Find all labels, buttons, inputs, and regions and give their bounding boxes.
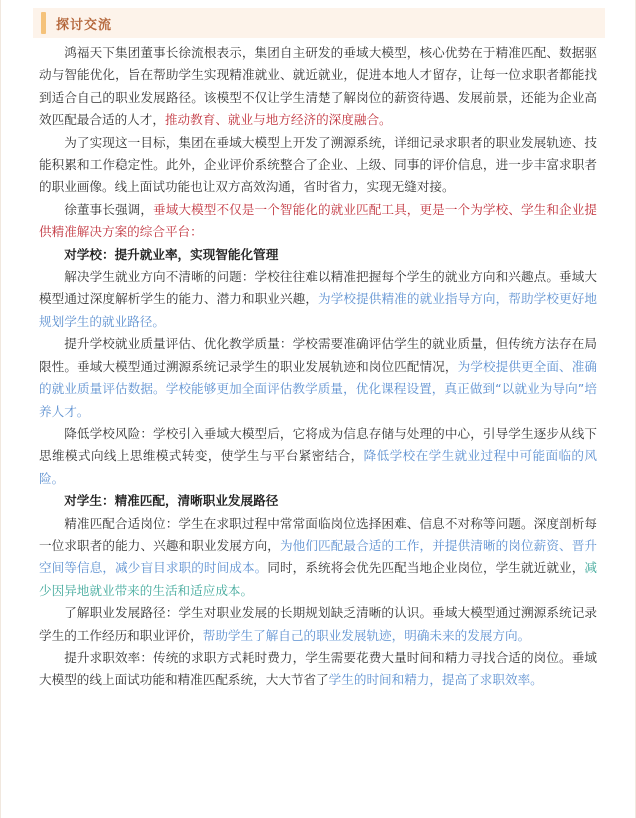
text-run: 徐董事长强调， xyxy=(64,201,154,217)
section-header xyxy=(33,8,605,38)
highlight-text: 学生的时间和精力，提高了求职效率。 xyxy=(328,672,543,688)
highlight-text: 推动教育、就业与地方经济的深度融合。 xyxy=(164,112,392,128)
text-run: 解决学生就业方向不清晰的问题：学校往往难以精准把握每个学生的就业方向和兴趣点。垂域大模型通过深度解析学生的能力、潜力和职业兴趣， xyxy=(39,269,597,307)
section-accent-bar xyxy=(41,12,46,34)
paragraph-school-quality xyxy=(39,333,597,423)
highlight-text: 降低学校在学生就业过程中可能面临的风险。 xyxy=(39,448,598,486)
subheading-text: 对学生：精准匹配，清晰职业发展路径 xyxy=(64,493,279,509)
text-run: 为了实现这一目标，集团在垂域大模型上开发了溯源系统，详细记录求职者的职业发展轨迹、技能积累和工作稳定性。此外，企业评价系统整合了企业、上级、同事的评价信息，进一步丰富求职者的职业画像。线上面试功能也让双方高效沟通，省时省力，实现无缝对接。 xyxy=(39,134,597,195)
highlight-text: 减少因异地就业带来的生活和适应成本。 xyxy=(39,560,598,598)
highlight-text: 垂域大模型不仅是一个智能化的就业匹配工具，更是一个为学校、学生和企业提供精准解决方案的综合平台： xyxy=(39,201,598,240)
section-title: 探讨交流 xyxy=(56,17,113,33)
article-body xyxy=(39,42,597,692)
paragraph-emphasis xyxy=(39,199,597,244)
paragraph-traceability xyxy=(39,132,597,199)
paragraph-student-path xyxy=(39,602,597,647)
subheading-text: 对学校：提升就业率，实现智能化管理 xyxy=(64,246,279,262)
paragraph-school-direction xyxy=(39,266,597,333)
paragraph-student-efficiency xyxy=(39,647,597,692)
text-run: 同时，系统将会优先匹配当地企业岗位，学生就近就业， xyxy=(267,560,585,576)
highlight-text: 为学校提供更全面、准确的就业质量评估数据。学校能够更加全面评估教学质量，优化课程设置，真正做到“以就业为导向”培养人才。 xyxy=(39,358,598,419)
highlight-text: 为他们匹配最合适的工作，并提供清晰的岗位薪资、晋升空间等信息，减少盲目求职的时间成本。 xyxy=(39,537,598,576)
text-run: 降低学校风险：学校引入垂域大模型后，它将成为信息存储与处理的中心，引导学生逐步从线下思维模式向线上思维模式转变，使学生与平台紧密结合， xyxy=(39,425,597,464)
paragraph-school-risk xyxy=(39,423,597,490)
text-run: 精准匹配合适岗位：学生在求职过程中常常面临岗位选择困难、信息不对称等问题。深度剖析每一位求职者的能力、兴趣和职业发展方向， xyxy=(39,515,597,553)
text-run: 提升学校就业质量评估、优化教学质量：学校需要准确评估学生的就业质量，但传统方法存在局限性。垂域大模型通过溯源系统记录学生的职业发展轨迹和岗位匹配情况， xyxy=(39,336,597,374)
text-run: 提升求职效率：传统的求职方式耗时费力，学生需要花费大量时间和精力寻找合适的岗位。垂域大模型的线上面试功能和精准匹配系统，大大节省了 xyxy=(39,649,597,688)
paragraph-intro xyxy=(39,42,597,132)
text-run: 鸿福天下集团董事长徐流根表示，集团自主研发的垂域大模型，核心优势在于精准匹配、数据驱动与智能优化，旨在帮助学生实现精准就业、就近就业，促进本地人才留存，让每一位求职者都能找到适合自己的职业发展路径。该模型不仅让学生清楚了解岗位的薪资待遇、发展前景，还能为企业高效匹配最合适的人才， xyxy=(39,45,597,128)
highlight-text: 帮助学生了解自己的职业发展轨迹，明确未来的发展方向。 xyxy=(202,627,531,643)
subheading-student xyxy=(39,490,597,512)
paragraph-student-match xyxy=(39,513,597,603)
highlight-text: 为学校提供精准的就业指导方向，帮助学校更好地规划学生的就业路径。 xyxy=(39,291,598,329)
text-run: 了解职业发展路径：学生对职业发展的长期规划缺乏清晰的认识。垂域大模型通过溯源系统记录学生的工作经历和职业评价， xyxy=(39,605,597,643)
subheading-school xyxy=(39,244,597,266)
